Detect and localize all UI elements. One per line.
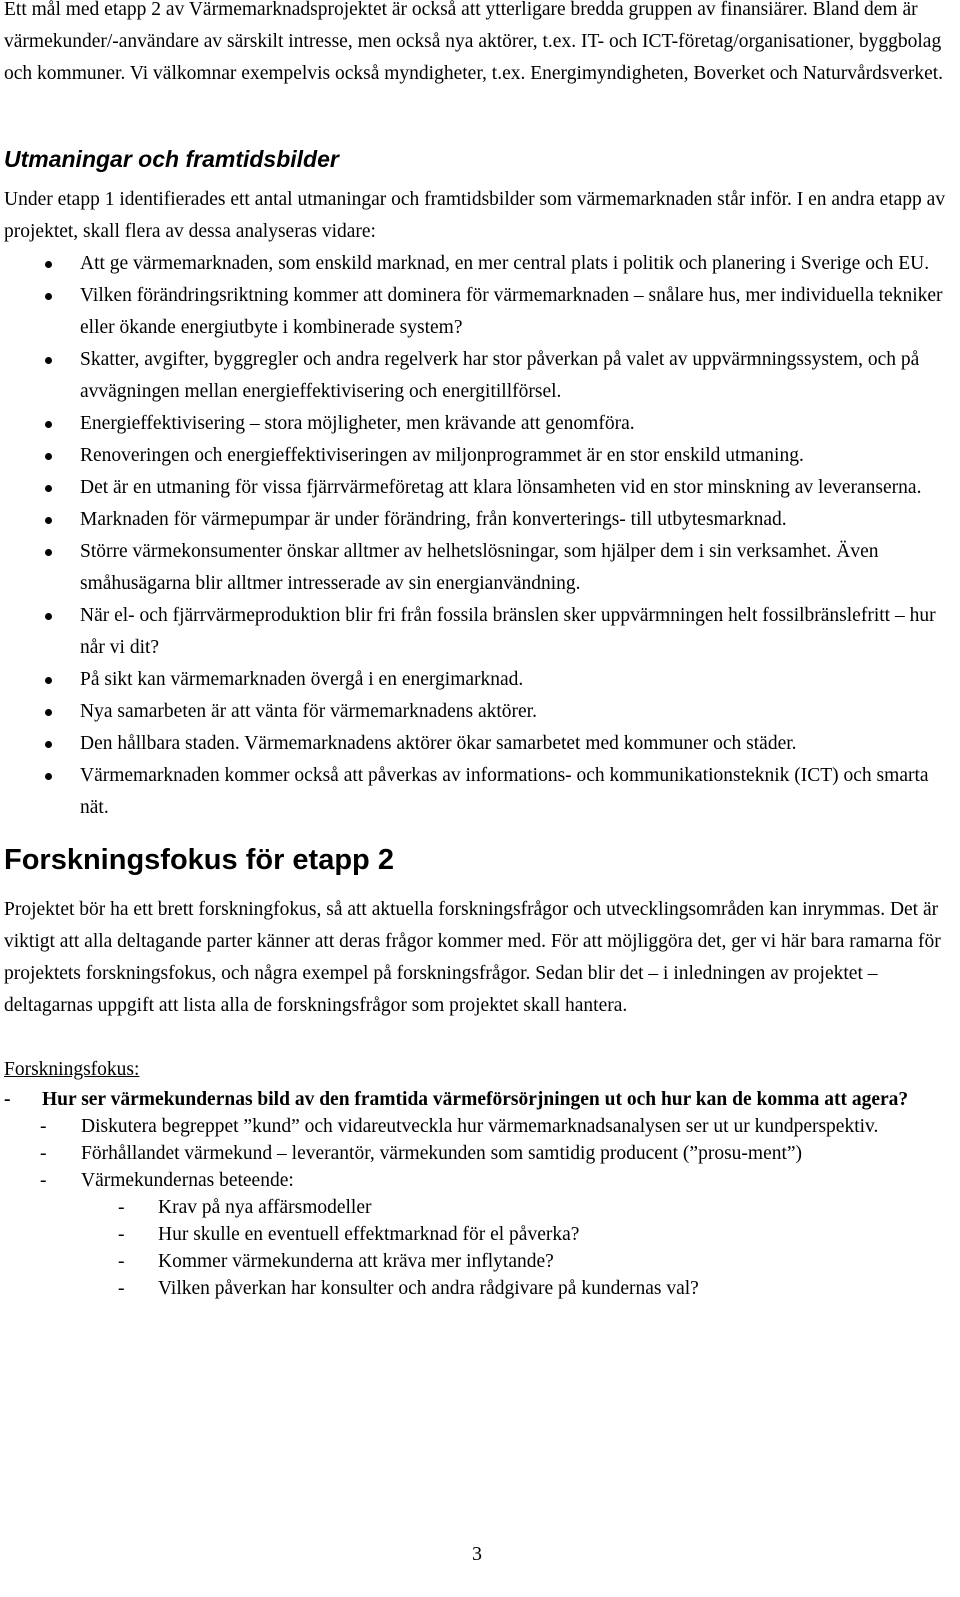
bullet-icon [45,421,52,428]
bullet-icon [45,485,52,492]
behaviour-item: - Krav på nya affärsmodeller [118,1197,372,1218]
behaviour-item: - Kommer värmekunderna att kräva mer inflytande? [118,1251,554,1272]
bullet-icon [45,293,52,300]
challenges-lead-paragraph: Under etapp 1 identifierades ett antal utmaningar och framtidsbilder som värmemarknaden står inför. I en andra etapp av projektet, skall flera av dessa analyseras vidare: [4,189,946,242]
bullet-icon [45,677,52,684]
bullet-icon [45,261,52,268]
behaviour-item: - Vilken påverkan har konsulter och andra rådgivare på kundernas val? [118,1278,699,1299]
section-heading-research-focus: Forskningsfokus för etapp 2 [4,844,394,876]
intro-paragraph: Ett mål med etapp 2 av Värmemarknadsprojektet är också att ytterligare bredda gruppen av finansiärer. Bland dem är värmekunder/-användare av särskilt intresse, men också nya aktörer, t.ex. IT- och ICT-företag/organisationer, byggbolag och kommuner. Vi välkomnar exempelvis också myndigheter, t.ex. Energimyndigheten, Boverket och Naturvårdsverket. [4,0,944,84]
bullet-item: Vilken förändringsriktning kommer att dominera för värmemarknaden – snålare hus, mer individuella tekniker eller ökande energiutbyte i kombinerade system? [4,280,950,344]
research-focus-label: Forskningsfokus: [4,1059,140,1080]
bullet-item: Nya samarbeten är att vänta för värmemarknadens aktörer. [4,696,950,728]
bullet-item: Renoveringen och energieffektiviseringen av miljonprogrammet är en stor enskild utmaning. [4,440,950,472]
bullet-item: Att ge värmemarknaden, som enskild marknad, en mer central plats i politik och planering i Sverige och EU. [4,248,950,280]
research-question-list [4,1086,950,1302]
bullet-item: Marknaden för värmepumpar är under förändring, från konverterings- till utbytesmarknad. [4,504,950,536]
research-focus-paragraph: Projektet bör ha ett brett forskningfokus, så att aktuella forskningsfrågor och utvecklingsområden kan inrymmas. Det är viktigt att alla deltagande parter känner att deras frågor kommer med. För att möjliggöra det, ger vi här bara ramarna för projektets forskningsfokus, och några exempel på forskningsfrågor. Sedan blir det – i inledningen av projektet – deltagarnas uppgift att lista alla de forskningsfrågor som projektet skall hantera. [4,899,941,1016]
bullet-item: På sikt kan värmemarknaden övergå i en energimarknad. [4,664,950,696]
challenges-bullet-list [4,248,950,824]
page-number: 3 [472,1543,482,1565]
sub-question-item: - Förhållandet värmekund – leverantör, värmekunden som samtidig producent (”prosu-ment”) [40,1143,803,1164]
bullet-item: När el- och fjärrvärmeproduktion blir fri från fossila bränslen sker uppvärmningen helt fossilbränslefritt – hur når vi dit? [4,600,950,664]
bullet-icon [45,773,52,780]
bullet-icon [45,709,52,716]
bullet-item: Större värmekonsumenter önskar alltmer av helhetslösningar, som hjälper dem i sin verksamhet. Även småhusägarna blir alltmer intresserade av sin energianvändning. [4,536,950,600]
bullet-item: Värmemarknaden kommer också att påverkas av informations- och kommunikationsteknik (ICT) och smarta nät. [4,760,950,824]
sub-question-item: - Värmekundernas beteende: [40,1170,294,1191]
bullet-icon [45,741,52,748]
bullet-item: Skatter, avgifter, byggregler och andra regelverk har stor påverkan på valet av uppvärmningssystem, och på avvägningen mellan energieffektivisering och energitillförsel. [4,344,950,408]
bullet-icon [45,453,52,460]
bullet-item: Energieffektivisering – stora möjligheter, men krävande att genomföra. [4,408,950,440]
sub-question-item: - Diskutera begreppet ”kund” och vidareutveckla hur värmemarknadsanalysen ser ut ur kundperspektiv. [40,1116,879,1137]
section-heading-challenges: Utmaningar och framtidsbilder [4,146,339,172]
bullet-icon [45,357,52,364]
bullet-icon [45,517,52,524]
document-page [4,0,950,1565]
bullet-icon [45,549,52,556]
bullet-item: Det är en utmaning för vissa fjärrvärmeföretag att klara lönsamheten vid en stor minskning av leveranserna. [4,472,950,504]
behaviour-item: - Hur skulle en eventuell effektmarknad för el påverka? [118,1224,580,1245]
bullet-item: Den hållbara staden. Värmemarknadens aktörer ökar samarbetet med kommuner och städer. [4,728,950,760]
bullet-icon [45,613,52,620]
main-question: - Hur ser värmekundernas bild av den framtida värmeförsörjningen ut och hur kan de komma att agera? [4,1089,909,1110]
